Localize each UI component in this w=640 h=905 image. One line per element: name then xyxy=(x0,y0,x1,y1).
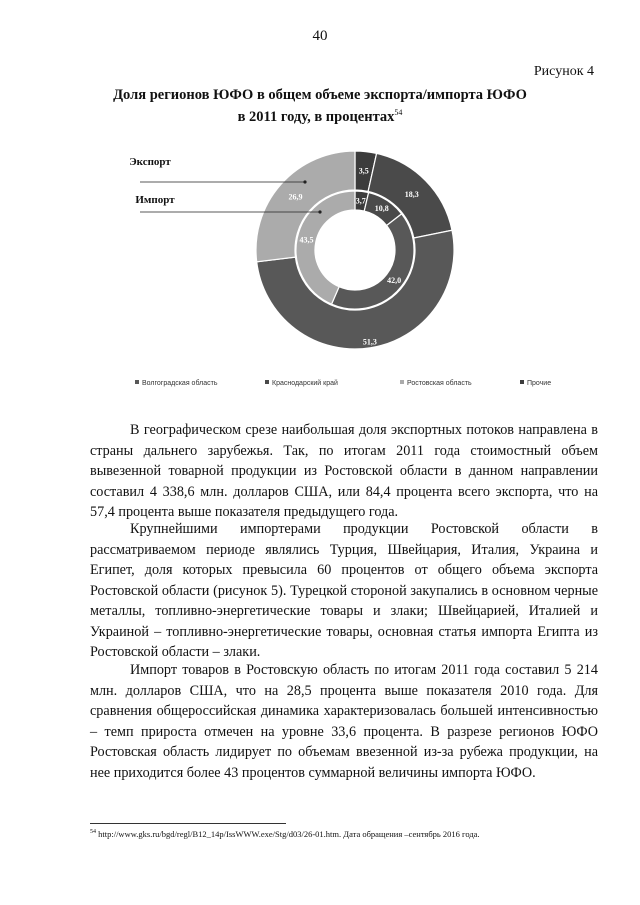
legend-entry-2: Ростовская область xyxy=(407,380,472,387)
legend-swatch-1 xyxy=(265,380,269,384)
figure-title-line2-wrap xyxy=(60,104,580,126)
footnote xyxy=(90,829,600,839)
data-label-outer-2: 26,9 xyxy=(288,192,303,202)
donut-chart xyxy=(100,140,580,400)
legend-swatch-0 xyxy=(135,380,139,384)
footnote-number: 54 xyxy=(90,829,96,836)
data-label-inner-1: 10,8 xyxy=(374,203,389,213)
paragraph-1: В географическом срезе наибольшая доля экспортных потоков направлена в страны дальнего зарубежья. Так, по итогам 2011 года стоимостный объем вывезенной товарной продукции из Ростовской области в данном направлении составил 4 338,6 млн. долларов США, или 84,4 процента всего экспорта, что на 57,4 процента выше показателя предыдущего года. xyxy=(90,422,598,520)
chart-marks xyxy=(129,151,551,387)
figure-title-footnote-ref: 54 xyxy=(394,108,403,117)
paragraph-2: Крупнейшими импортерами продукции Ростовской области в рассматриваемом периоде являлись Турция, Швейцария, Италия, Украина и Египет, доля которых превысила 60 процентов от общего объема экспорта Ростовской области (рисунок 5). Турецкой стороной закупались в основном черные металлы, топливно-энергетические товары и злаки; Швейцарией, Италией и Украиной – топливно-энергетические товары, основная статья импорта Египта из Ростовской области – злаки. xyxy=(90,521,598,660)
figure-title-line1: Доля регионов ЮФО в общем объеме экспорта/импорта ЮФО xyxy=(113,87,527,103)
data-label-inner-0: 42,0 xyxy=(387,275,402,285)
figure-label: Рисунок 4 xyxy=(533,64,594,79)
data-label-outer-3: 3,5 xyxy=(358,166,369,176)
legend-swatch-3 xyxy=(520,380,524,384)
legend-entry-1: Краснодарский край xyxy=(272,380,338,387)
paragraph-3: Импорт товаров в Ростовскую область по итогам 2011 года составил 5 214 млн. долларов США, что на 28,5 процента выше показателя 2010 года. Для сравнения общероссийская динамика характеризовалась большей интенсивностью – темп прироста отмечен на уровне 33,6 процента. В разрезе регионов ЮФО Ростовская область лидирует по объемам ввезенной из-за рубежа продукции, на нее приходится более 43 процентов суммарной величины импорта ЮФО. xyxy=(90,662,598,781)
series-label-0: Экспорт xyxy=(129,156,171,168)
data-label-inner-3: 3,7 xyxy=(355,196,366,206)
figure-title-line2: в 2011 году, в процентах xyxy=(237,108,395,125)
legend-entry-3: Прочие xyxy=(527,380,552,387)
legend-swatch-2 xyxy=(400,380,404,384)
leader-dot-0 xyxy=(303,180,306,183)
footnote-text: http://www.gks.ru/bgd/regl/B12_14p/IssWWW.exe/Stg/d03/26-01.htm. Дата обращения –сентябрь 2016 года. xyxy=(98,829,480,839)
leader-dot-1 xyxy=(318,210,321,213)
data-label-outer-0: 51,3 xyxy=(362,337,377,347)
figure-title xyxy=(60,86,580,126)
series-label-1: Импорт xyxy=(135,194,175,206)
legend-entry-0: Волгоградская область xyxy=(142,380,218,387)
footnote-rule xyxy=(90,823,286,824)
data-label-inner-2: 43,5 xyxy=(299,235,314,245)
page-number: 40 xyxy=(312,28,328,44)
data-label-outer-1: 18,3 xyxy=(404,189,419,199)
